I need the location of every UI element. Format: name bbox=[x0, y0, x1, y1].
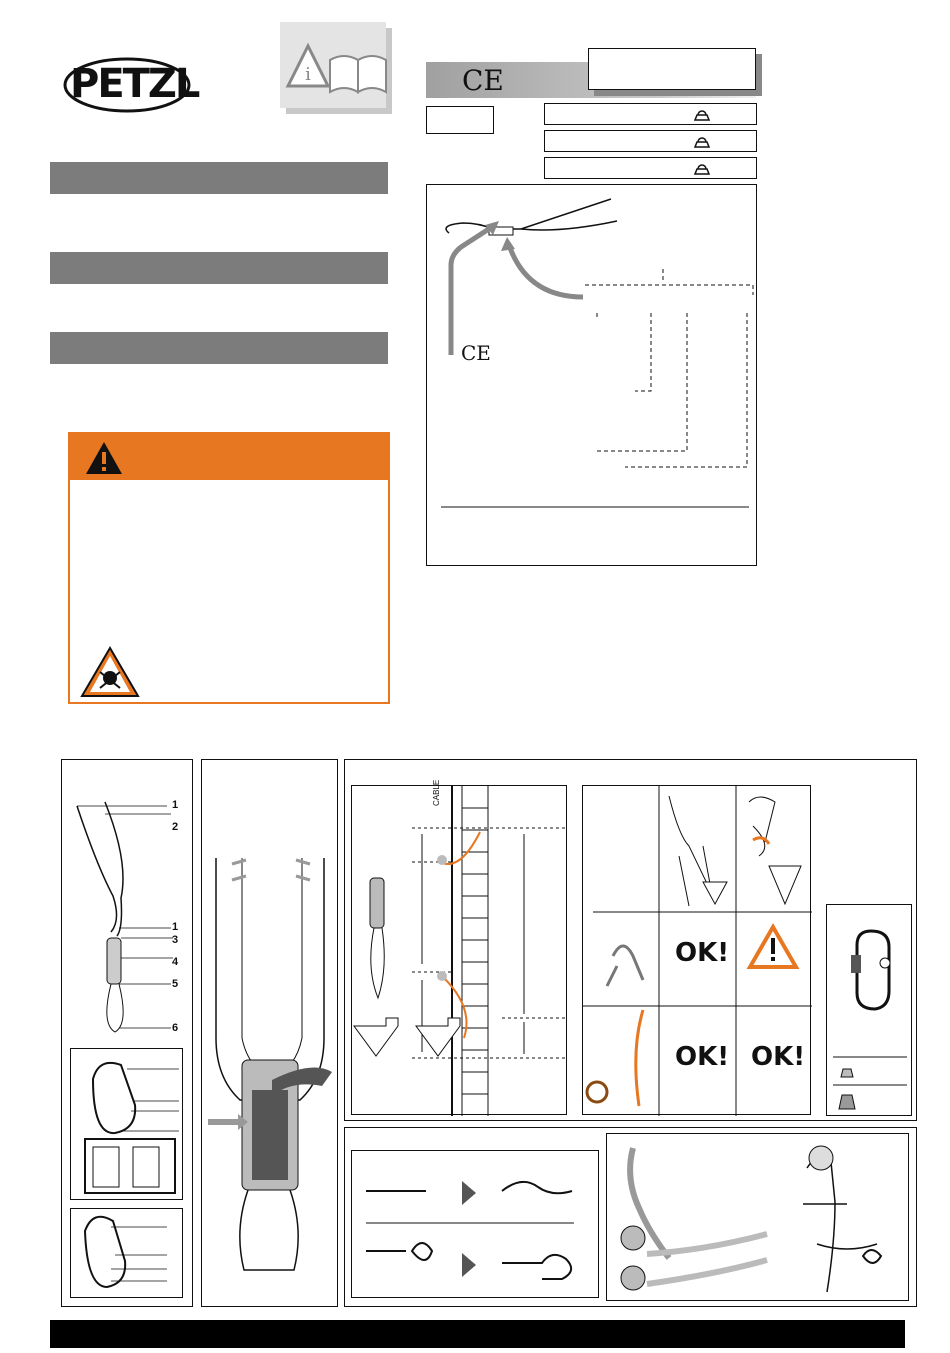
helmet-icon bbox=[692, 160, 712, 176]
helmet-icon bbox=[692, 106, 712, 122]
ce-mark-small: CE bbox=[461, 341, 491, 365]
logo-text: PETZL bbox=[70, 61, 199, 107]
carabiner-spec-panel bbox=[826, 904, 912, 1116]
panel-sewing bbox=[201, 759, 338, 1307]
standard-row-3 bbox=[544, 157, 757, 179]
ok-label: OK! bbox=[675, 938, 730, 968]
reference-box bbox=[426, 106, 494, 134]
ok-label: OK! bbox=[751, 1042, 806, 1072]
part-number: 5 bbox=[172, 978, 179, 990]
carabiner-inset-1 bbox=[70, 1048, 183, 1200]
section-header-1 bbox=[50, 162, 388, 194]
skull-crossbones-icon bbox=[80, 646, 140, 698]
product-name-box bbox=[588, 48, 756, 90]
warning-triangle-icon bbox=[84, 440, 124, 476]
fall-factor-panel bbox=[351, 779, 567, 1115]
ok-label: OK! bbox=[675, 1042, 730, 1072]
standard-row-1 bbox=[544, 103, 757, 125]
cable-label: CABLE bbox=[432, 779, 441, 806]
warning-box bbox=[68, 432, 390, 704]
carabiner-inset-2 bbox=[70, 1208, 183, 1298]
ce-mark: CE bbox=[462, 64, 504, 97]
connection-steps bbox=[351, 1150, 599, 1298]
part-number: 4 bbox=[172, 956, 179, 968]
assembled-lanyard-panel bbox=[606, 1133, 909, 1301]
svg-text:i: i bbox=[305, 64, 311, 85]
helmet-icon bbox=[692, 133, 712, 149]
part-number: 3 bbox=[172, 934, 179, 946]
standard-row-2 bbox=[544, 130, 757, 152]
info-manual-icon bbox=[280, 22, 392, 114]
section-header-3 bbox=[50, 332, 388, 364]
part-number: 1 bbox=[172, 921, 179, 933]
usage-grid bbox=[582, 785, 811, 1115]
part-number: 2 bbox=[172, 821, 179, 833]
footer-bar bbox=[50, 1320, 905, 1348]
part-number: 6 bbox=[172, 1022, 179, 1034]
section-header-2 bbox=[50, 252, 388, 284]
marking-diagram bbox=[426, 184, 757, 566]
petzl-logo bbox=[60, 55, 199, 115]
warning-triangle-icon bbox=[747, 924, 799, 970]
part-number: 1 bbox=[172, 799, 179, 811]
